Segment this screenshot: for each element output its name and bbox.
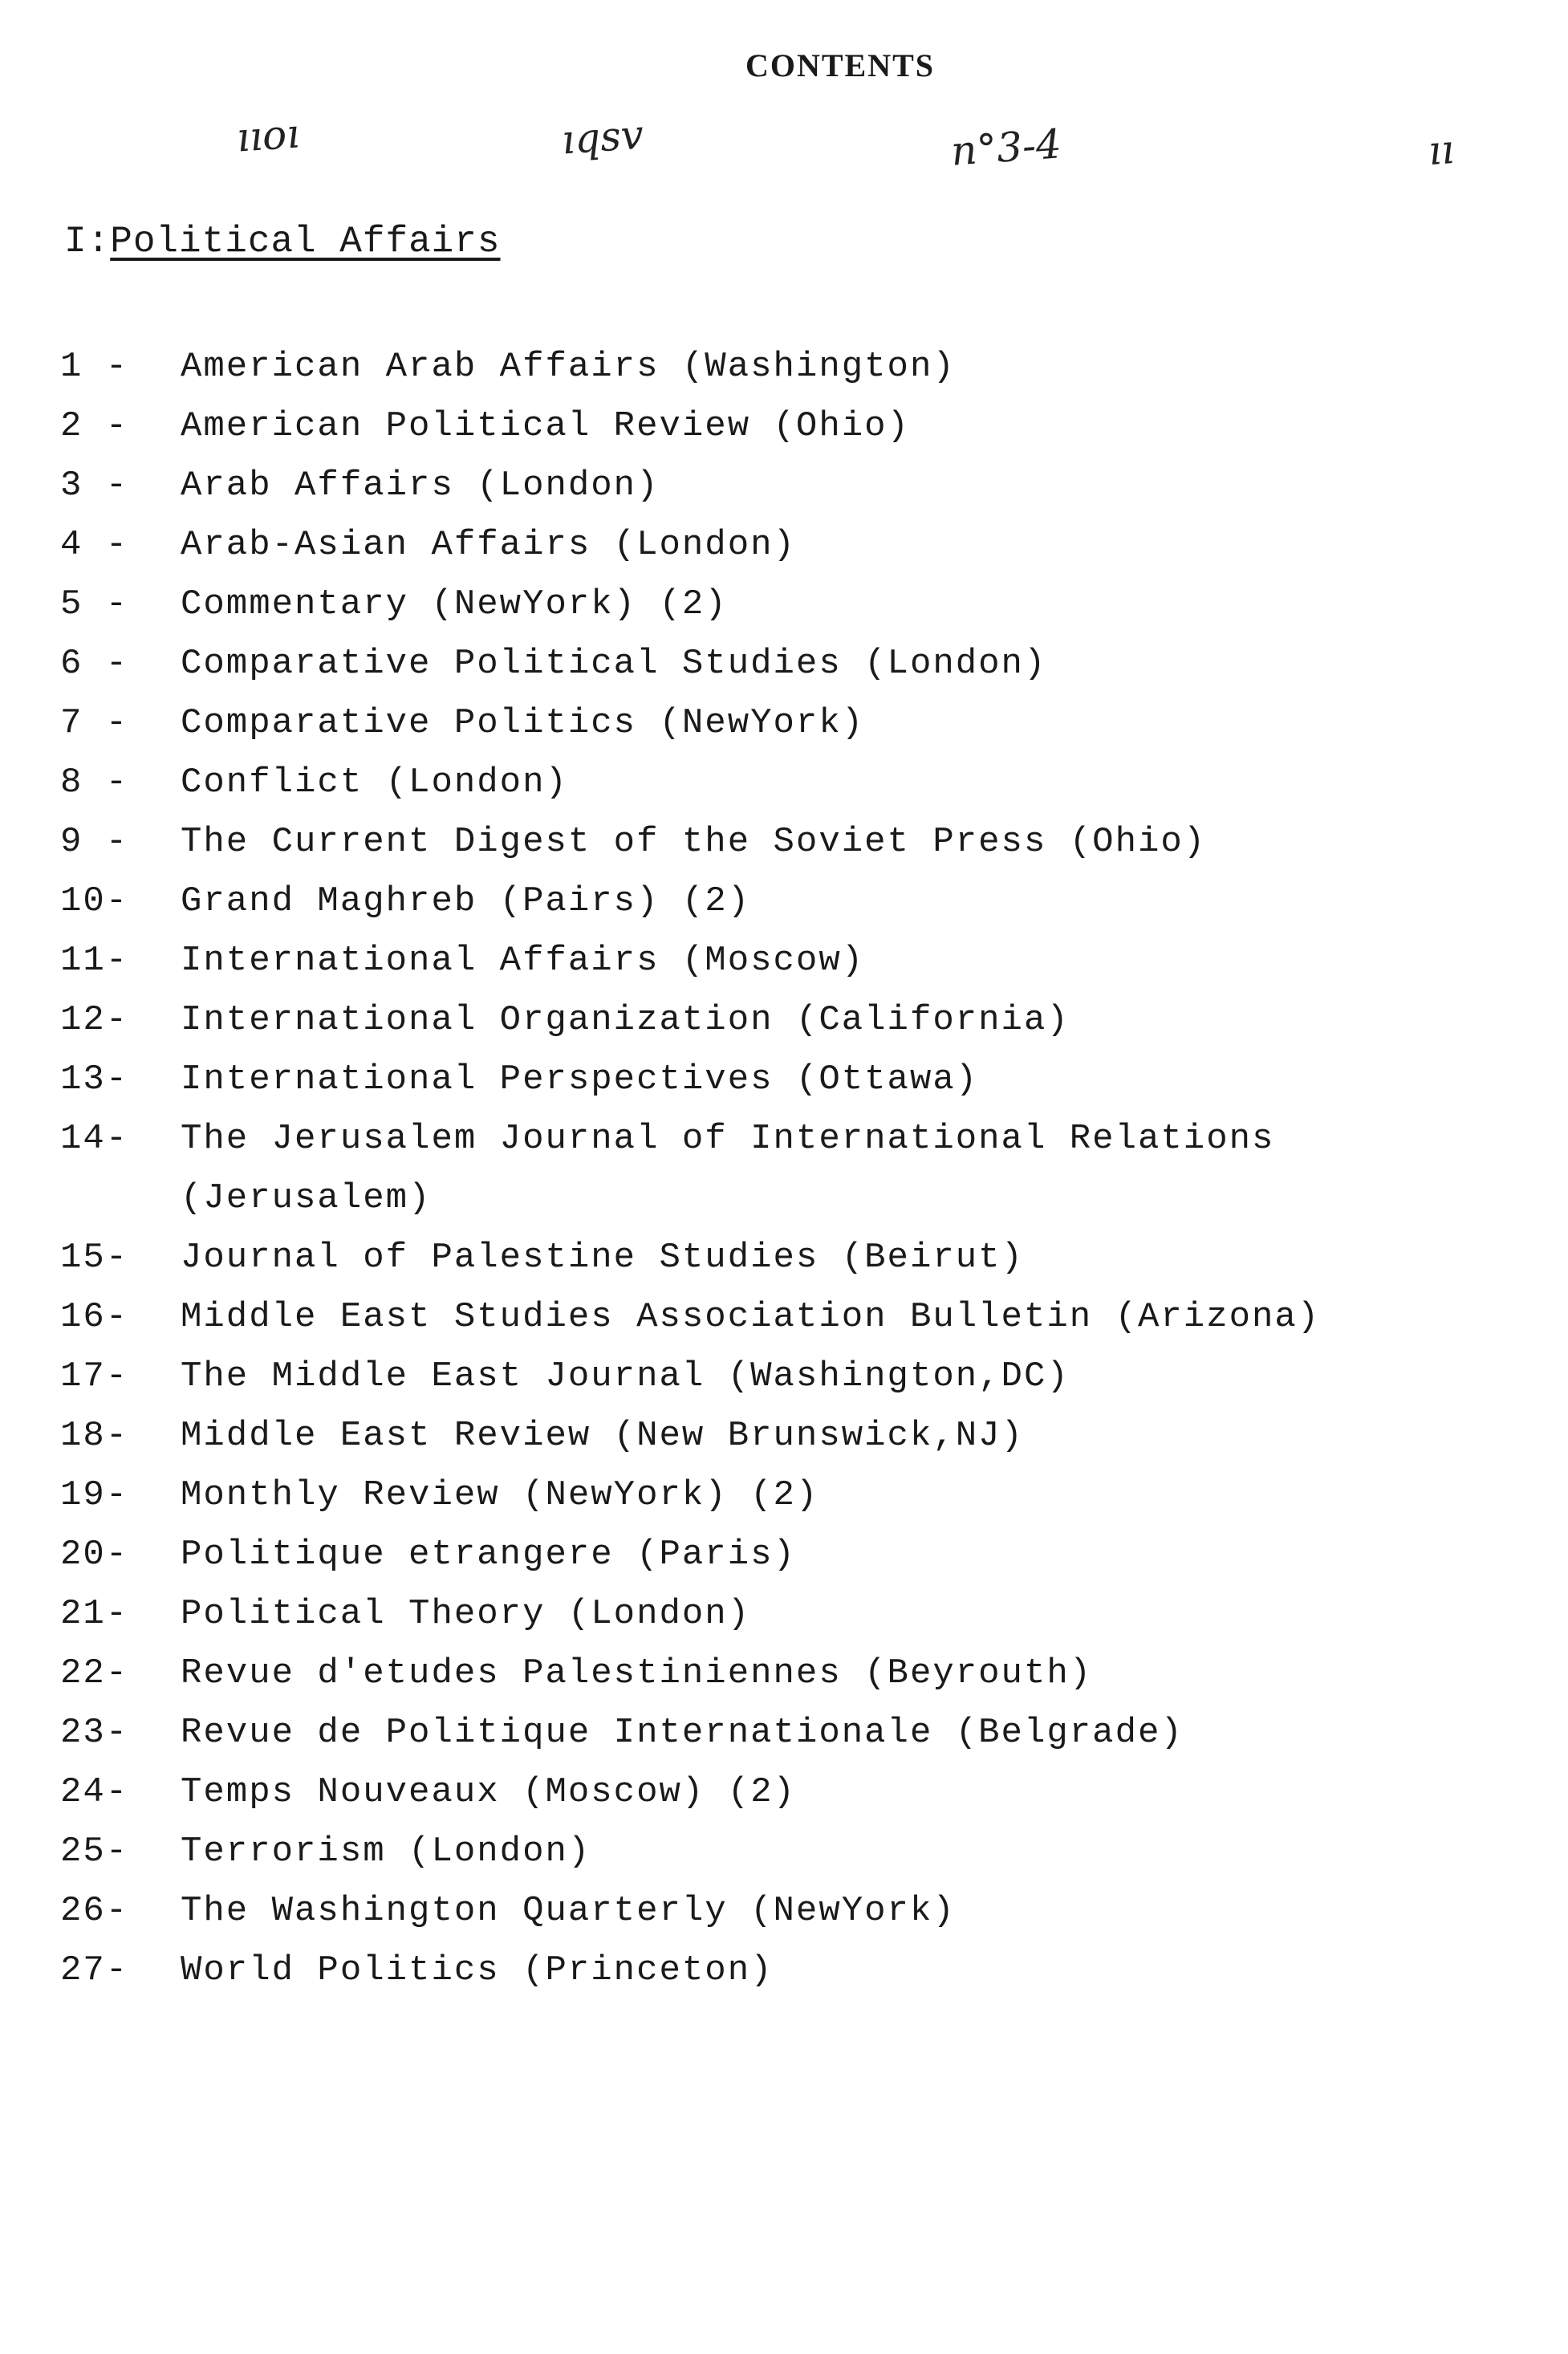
section-heading (64, 221, 501, 262)
list-item (60, 990, 1553, 1050)
list-item (60, 753, 1553, 812)
entry-title-text: Terrorism (London) (181, 1832, 591, 1872)
entry-number: 24- (60, 1772, 129, 1812)
list-item (60, 1822, 1553, 1881)
entry-number: 20- (60, 1535, 129, 1575)
entry-title-text: Grand Maghreb (Pairs) (2) (181, 881, 751, 921)
list-item (60, 1050, 1553, 1109)
entry-number: 3 - (60, 466, 129, 506)
entry-number: 10- (60, 881, 129, 921)
entry-title (181, 575, 1553, 634)
section-roman: I: (64, 221, 111, 262)
entry-title (181, 515, 1553, 575)
entry-number: 15- (60, 1238, 129, 1278)
entry-title-text: The Washington Quarterly (NewYork) (181, 1891, 956, 1931)
entry-number: 13- (60, 1059, 129, 1100)
entry-title (181, 1347, 1553, 1406)
entry-title-text: Arab Affairs (London) (181, 466, 660, 506)
entry-title (181, 1109, 1553, 1228)
list-item (60, 337, 1553, 396)
entry-number: 16- (60, 1297, 129, 1337)
handwritten-note: ıı (1427, 125, 1456, 175)
list-item (60, 396, 1553, 456)
entry-title-text: Revue de Politique Internationale (Belgrade) (181, 1713, 1184, 1753)
entry-number: 18- (60, 1416, 129, 1456)
list-item (60, 812, 1553, 872)
entry-title-text: Politique etrangere (Paris) (181, 1535, 796, 1575)
entry-title (181, 1228, 1553, 1287)
entry-number: 22- (60, 1653, 129, 1693)
entry-title (181, 1881, 1553, 1941)
entry-title (181, 1703, 1553, 1762)
entry-number: 21- (60, 1594, 129, 1634)
entry-title (181, 1287, 1553, 1347)
entry-title-text: American Political Review (Ohio) (181, 406, 910, 446)
entry-title (181, 753, 1553, 812)
entry-title (181, 931, 1553, 990)
entry-number: 19- (60, 1475, 129, 1515)
list-item (60, 1584, 1553, 1644)
handwritten-note: ııoı (235, 110, 302, 161)
entry-title-text: International Perspectives (Ottawa) (181, 1059, 979, 1100)
entry-title-text: American Arab Affairs (Washington) (181, 347, 956, 387)
entry-title (181, 1466, 1553, 1525)
entry-number: 9 - (60, 822, 129, 862)
entry-number: 8 - (60, 762, 129, 803)
list-item (60, 1109, 1553, 1228)
entry-title-text: Commentary (NewYork) (2) (181, 584, 728, 624)
entry-number: 27- (60, 1950, 129, 1990)
contents-list (60, 337, 1553, 2000)
list-item (60, 1406, 1553, 1466)
entry-title-text: The Jerusalem Journal of International Relations (181, 1119, 1275, 1159)
handwritten-note: ıqsv (560, 111, 645, 164)
entry-number: 12- (60, 1000, 129, 1040)
list-item (60, 1762, 1553, 1822)
entry-title (181, 1941, 1553, 2000)
handwritten-note: n°3-4 (949, 120, 1063, 175)
entry-title (181, 1584, 1553, 1644)
section-title: Political Affairs (110, 221, 501, 262)
list-item (60, 1644, 1553, 1703)
entry-title-text: Conflict (London) (181, 762, 568, 803)
entry-title (181, 1822, 1553, 1881)
list-item (60, 634, 1553, 693)
entry-title (181, 456, 1553, 515)
entry-title-text: Political Theory (London) (181, 1594, 751, 1634)
entry-title-text: The Current Digest of the Soviet Press (Ohio) (181, 822, 1207, 862)
entry-number: 25- (60, 1832, 129, 1872)
list-item (60, 1881, 1553, 1941)
list-item (60, 1941, 1553, 2000)
entry-title-text: Middle East Studies Association Bulletin (Arizona) (181, 1297, 1321, 1337)
entry-title (181, 1525, 1553, 1584)
entry-title-text: Middle East Review (New Brunswick,NJ) (181, 1416, 1024, 1456)
entry-number: 4 - (60, 525, 129, 565)
list-item (60, 515, 1553, 575)
list-item (60, 931, 1553, 990)
entry-title-text: International Organization (California) (181, 1000, 1070, 1040)
list-item (60, 1466, 1553, 1525)
list-item (60, 575, 1553, 634)
entry-title-continuation: (Jerusalem) (181, 1178, 432, 1218)
entry-title-text: Monthly Review (NewYork) (2) (181, 1475, 819, 1515)
entry-title (181, 812, 1553, 872)
entry-number: 6 - (60, 644, 129, 684)
entry-number: 5 - (60, 584, 129, 624)
entry-title (181, 1406, 1553, 1466)
entry-title (181, 693, 1553, 753)
page-header (0, 47, 1568, 84)
handwritten-notes (0, 112, 1568, 201)
list-item (60, 1228, 1553, 1287)
entry-title (181, 396, 1553, 456)
entry-number: 7 - (60, 703, 129, 743)
entry-title-text: Arab-Asian Affairs (London) (181, 525, 796, 565)
entry-number: 14- (60, 1119, 129, 1159)
list-item (60, 693, 1553, 753)
entry-title (181, 1050, 1553, 1109)
entry-number: 1 - (60, 347, 129, 387)
list-item (60, 1287, 1553, 1347)
list-item (60, 872, 1553, 931)
entry-title-text: World Politics (Princeton) (181, 1950, 774, 1990)
list-item (60, 1347, 1553, 1406)
list-item (60, 1703, 1553, 1762)
entry-number: 26- (60, 1891, 129, 1931)
entry-title-text: Comparative Political Studies (London) (181, 644, 1047, 684)
entry-title (181, 990, 1553, 1050)
entry-number: 2 - (60, 406, 129, 446)
entry-title-text: International Affairs (Moscow) (181, 941, 865, 981)
entry-title (181, 872, 1553, 931)
entry-title-text: Temps Nouveaux (Moscow) (2) (181, 1772, 796, 1812)
entry-number: 17- (60, 1356, 129, 1397)
entry-title-text: Comparative Politics (NewYork) (181, 703, 865, 743)
page-title: CONTENTS (745, 47, 936, 83)
entry-title-text: Revue d'etudes Palestiniennes (Beyrouth) (181, 1653, 1093, 1693)
entry-title-text: Journal of Palestine Studies (Beirut) (181, 1238, 1024, 1278)
entry-title (181, 1644, 1553, 1703)
list-item (60, 456, 1553, 515)
entry-title (181, 634, 1553, 693)
list-item (60, 1525, 1553, 1584)
entry-number: 11- (60, 941, 129, 981)
entry-title (181, 1762, 1553, 1822)
entry-number: 23- (60, 1713, 129, 1753)
entry-title-text: The Middle East Journal (Washington,DC) (181, 1356, 1070, 1397)
entry-title (181, 337, 1553, 396)
